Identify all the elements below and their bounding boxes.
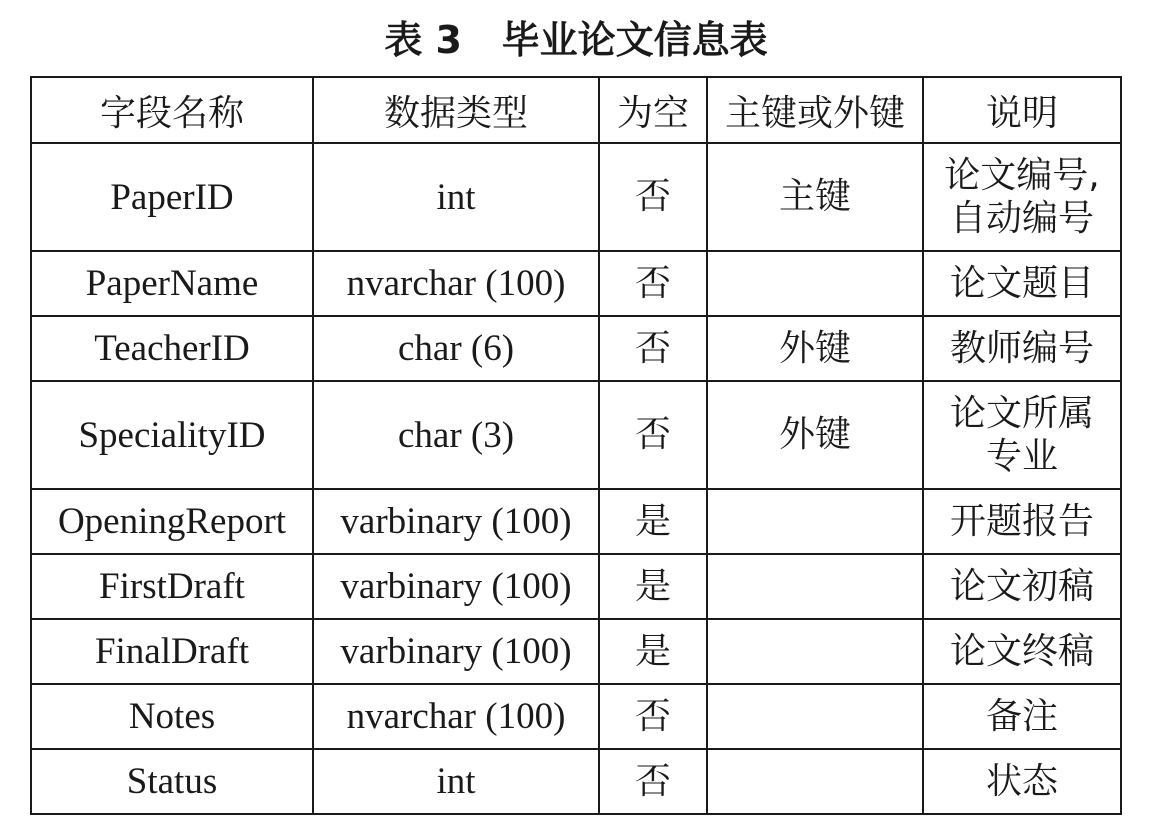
cell-description (923, 316, 1121, 381)
cell-data-type: varbinary (100) (313, 554, 599, 619)
cell-key (707, 554, 923, 619)
cell-data-type: int (313, 749, 599, 814)
table-body (31, 143, 1121, 814)
cell-description (923, 749, 1121, 814)
cell-field-name: PaperName (31, 251, 313, 316)
table-row (31, 143, 1121, 251)
cell-field-name: OpeningReport (31, 489, 313, 554)
cell-field-name: Status (31, 749, 313, 814)
cell-data-type: varbinary (100) (313, 489, 599, 554)
cell-data-type: char (6) (313, 316, 599, 381)
paper-info-table (30, 76, 1122, 815)
description-line: 状态 (985, 760, 1058, 802)
cell-nullable: 是 (599, 619, 707, 684)
cell-nullable: 否 (599, 316, 707, 381)
cell-description (923, 489, 1121, 554)
description-line: 专业 (985, 436, 1058, 477)
cell-data-type: nvarchar (100) (313, 684, 599, 749)
cell-key (707, 749, 923, 814)
description-line: 论文终稿 (949, 630, 1094, 672)
cell-data-type: varbinary (100) (313, 619, 599, 684)
cell-nullable: 否 (599, 749, 707, 814)
description-line: 开题报告 (949, 500, 1094, 542)
cell-field-name: PaperID (31, 143, 313, 251)
cell-nullable: 否 (599, 251, 707, 316)
cell-key (707, 251, 923, 316)
header-data-type: 数据类型 (313, 77, 599, 143)
cell-data-type: nvarchar (100) (313, 251, 599, 316)
cell-description (923, 554, 1121, 619)
table-row (31, 619, 1121, 684)
description-line: 论文初稿 (949, 565, 1094, 607)
table-row (31, 554, 1121, 619)
cell-nullable: 否 (599, 684, 707, 749)
cell-field-name: SpecialityID (31, 381, 313, 489)
cell-data-type: char (3) (313, 381, 599, 489)
cell-data-type: int (313, 143, 599, 251)
cell-description (923, 619, 1121, 684)
cell-key: 外键 (707, 316, 923, 381)
cell-field-name: FirstDraft (31, 554, 313, 619)
description-line: 自动编号 (949, 198, 1094, 239)
cell-nullable: 否 (599, 381, 707, 489)
header-row (31, 77, 1121, 143)
cell-description (923, 684, 1121, 749)
description-line: 教师编号 (949, 327, 1094, 369)
cell-key: 外键 (707, 381, 923, 489)
description-line: 论文编号, (944, 154, 1100, 196)
description-line: 论文所属 (949, 392, 1094, 434)
description-line: 论文题目 (949, 262, 1094, 304)
table-row (31, 381, 1121, 489)
description-line: 备注 (985, 695, 1058, 737)
header-description: 说明 (923, 77, 1121, 143)
cell-description (923, 381, 1121, 489)
table-row (31, 749, 1121, 814)
table-row (31, 684, 1121, 749)
table-row (31, 316, 1121, 381)
cell-nullable: 是 (599, 554, 707, 619)
cell-field-name: FinalDraft (31, 619, 313, 684)
cell-description (923, 251, 1121, 316)
table-row (31, 251, 1121, 316)
cell-field-name: TeacherID (31, 316, 313, 381)
table-row (31, 489, 1121, 554)
cell-key (707, 684, 923, 749)
cell-description (923, 143, 1121, 251)
header-key: 主键或外键 (707, 77, 923, 143)
cell-key: 主键 (707, 143, 923, 251)
cell-nullable: 是 (599, 489, 707, 554)
header-field-name: 字段名称 (31, 77, 313, 143)
header-nullable: 为空 (599, 77, 707, 143)
cell-key (707, 489, 923, 554)
table-caption: 表 3 毕业论文信息表 (384, 18, 768, 62)
cell-key (707, 619, 923, 684)
table-container (30, 76, 1122, 815)
cell-nullable: 否 (599, 143, 707, 251)
cell-field-name: Notes (31, 684, 313, 749)
